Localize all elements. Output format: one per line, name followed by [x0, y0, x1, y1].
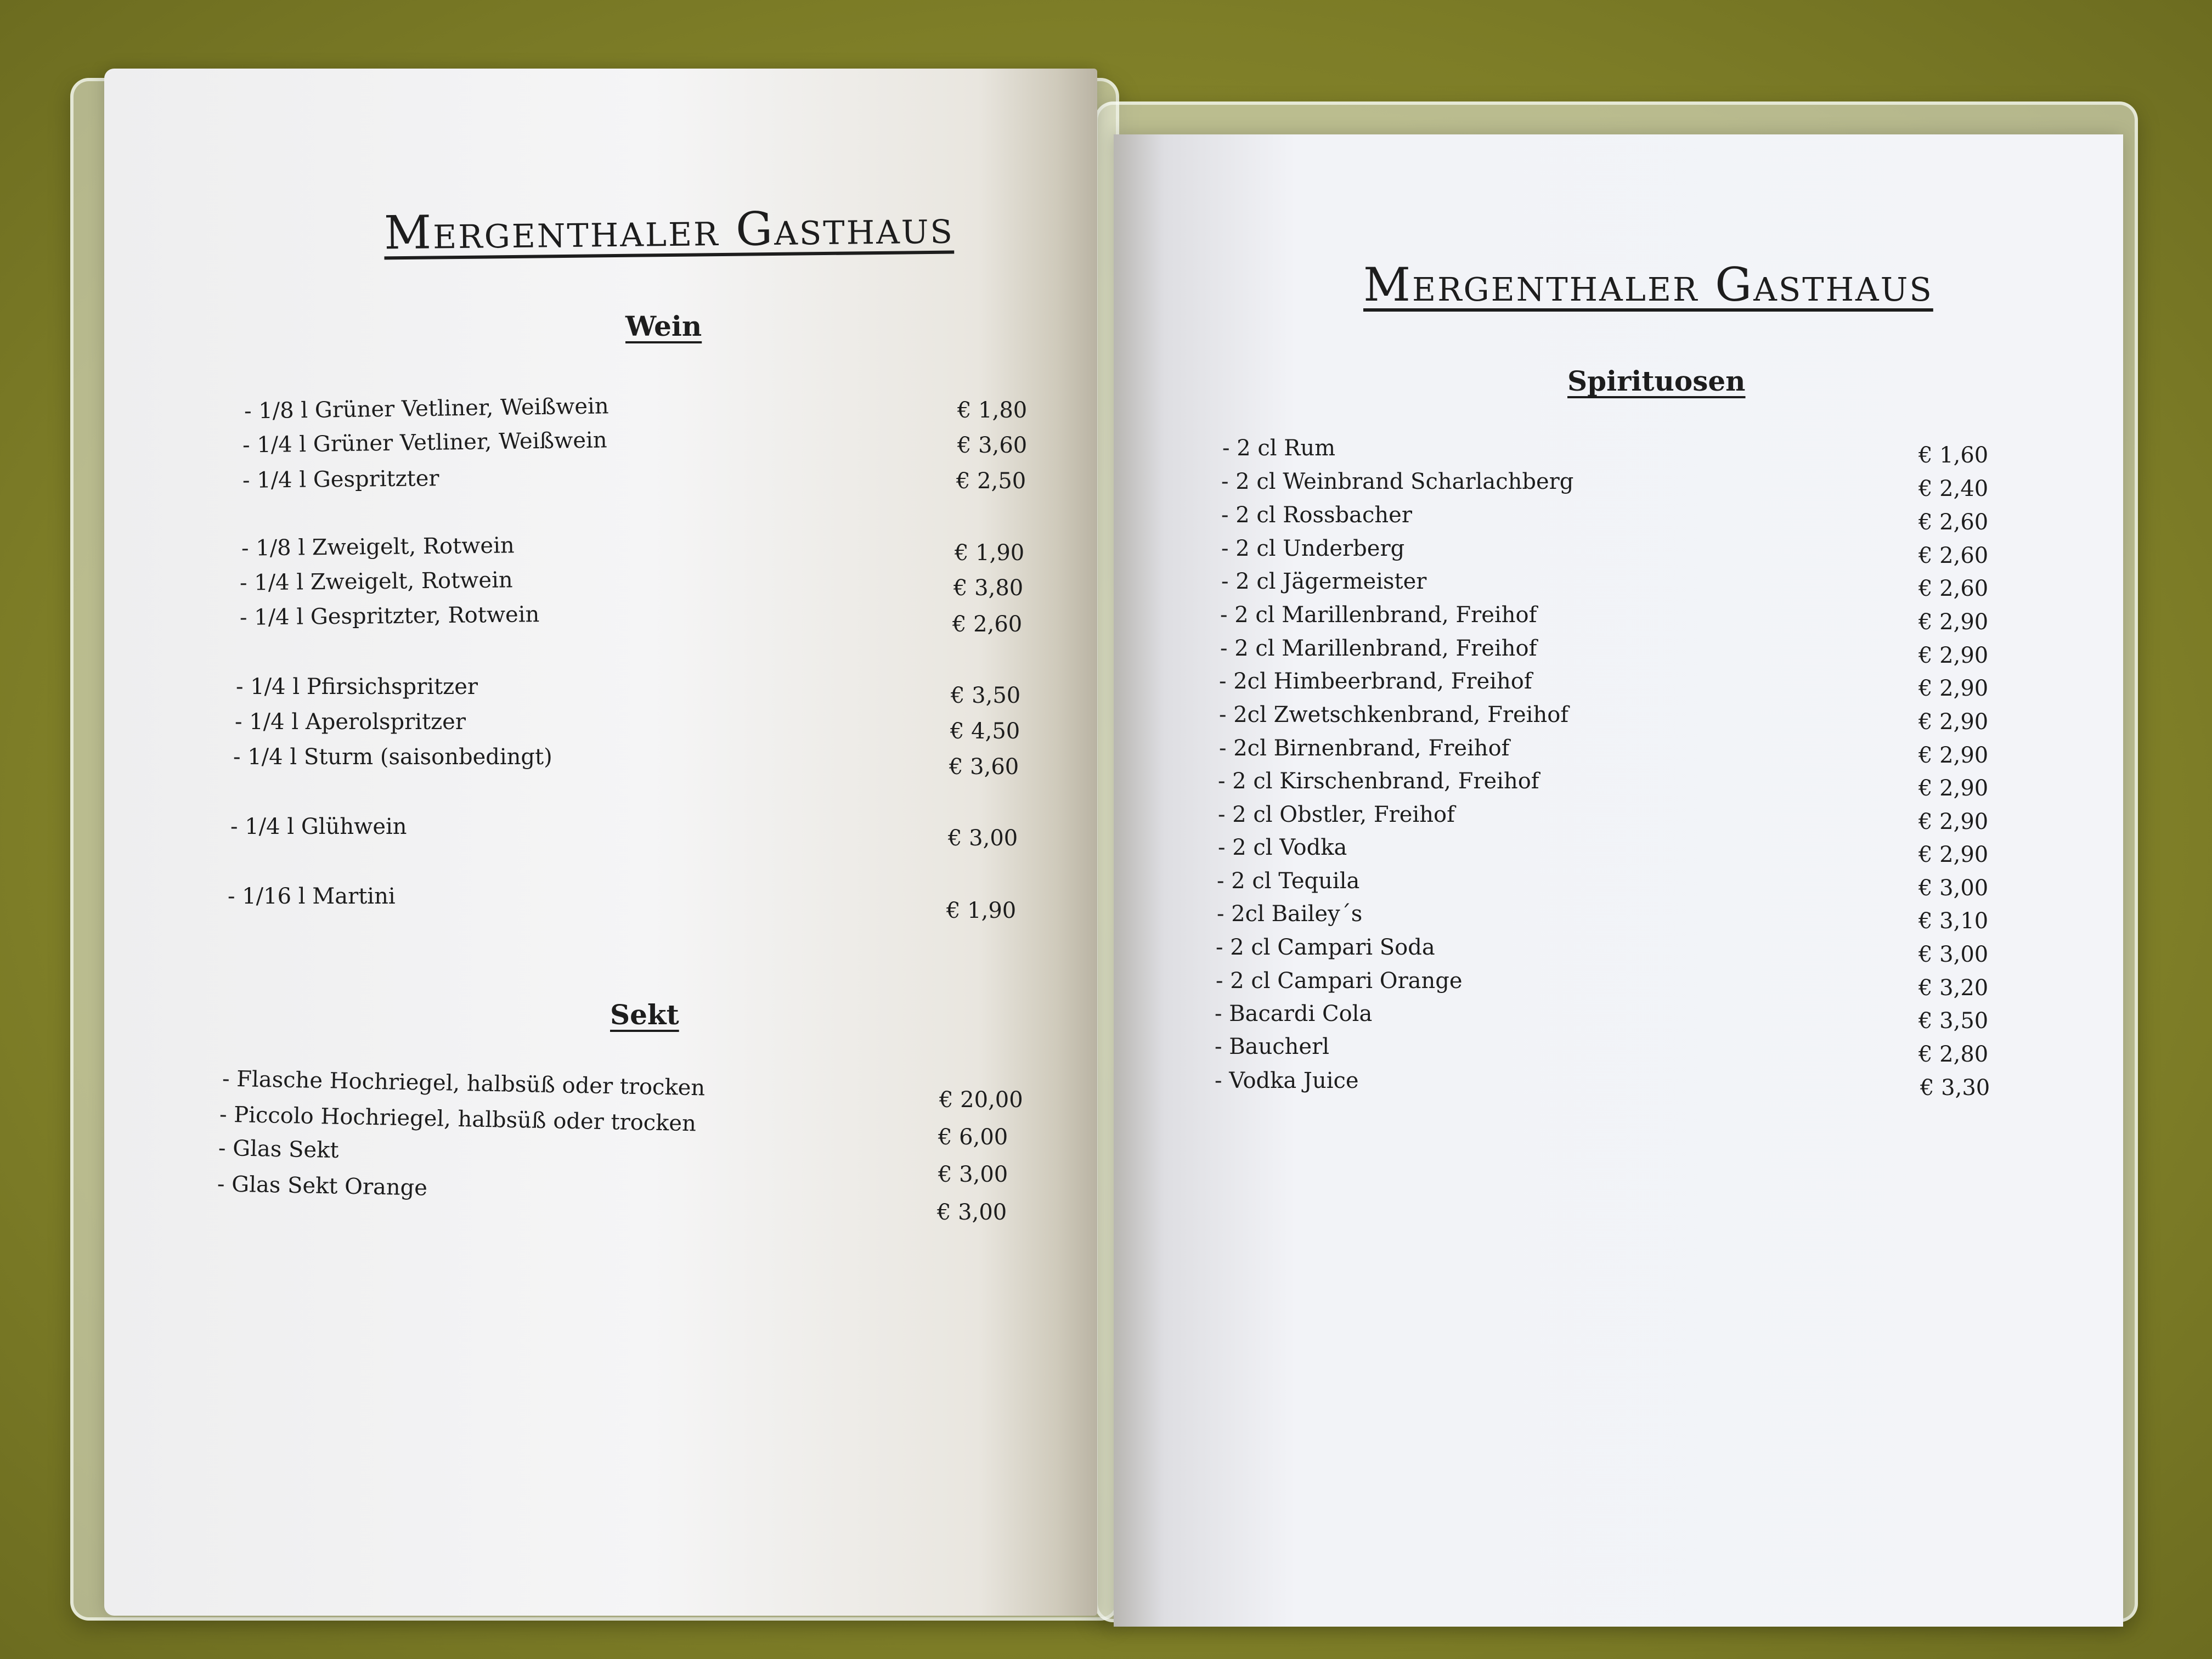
menu-item-name: - 2 cl Kirschenbrand, Freihof — [1218, 769, 1539, 794]
menu-item-price: € 1,90 — [955, 540, 1025, 566]
menu-item-price: € 2,80 — [1918, 1042, 1989, 1067]
menu-item-name: - 2 cl Rum — [1222, 436, 1336, 461]
left-page-title: Mergenthaler Gasthaus — [383, 200, 955, 260]
menu-item-name: - Glas Sekt — [218, 1135, 339, 1164]
menu-item-name: - 1/4 l Gespritzter — [242, 466, 439, 493]
menu-item-price: € 1,80 — [957, 398, 1028, 423]
menu-item-price: € 1,60 — [1918, 443, 1989, 468]
menu-item-name: - 2 cl Tequila — [1217, 868, 1360, 894]
menu-item-price: € 3,50 — [951, 683, 1021, 708]
menu-item-name: - 1/4 l Zweigelt, Rotwein — [239, 567, 513, 596]
menu-item-price: € 3,00 — [938, 1162, 1008, 1187]
menu-item-price: € 2,90 — [1918, 743, 1989, 768]
menu-item-name: - 1/4 l Glühwein — [230, 814, 407, 839]
menu-item-name: - 1/8 l Grüner Vetliner, Weißwein — [244, 393, 609, 424]
menu-item-name: - 1/4 l Pfirsichspritzer — [236, 674, 478, 699]
menu-item-name: - 2cl Birnenbrand, Freihof — [1219, 736, 1510, 761]
menu-item-price: € 2,60 — [1918, 576, 1989, 601]
menu-item-name: - Glas Sekt Orange — [217, 1171, 428, 1201]
menu-item-price: € 2,90 — [1918, 643, 1989, 668]
menu-item-name: - Vodka Juice — [1215, 1068, 1359, 1093]
menu-item-name: - 1/4 l Sturm (saisonbedingt) — [233, 744, 552, 770]
menu-item-name: - 2 cl Campari Soda — [1216, 935, 1435, 960]
menu-item-name: - 2 cl Rossbacher — [1221, 503, 1412, 528]
menu-item-name: - Flasche Hochriegel, halbsüß oder trocken — [222, 1066, 706, 1101]
menu-item-name: - 2 cl Campari Orange — [1216, 968, 1463, 994]
menu-item-price: € 6,00 — [938, 1125, 1008, 1150]
section-heading-spirituosen: Spirituosen — [1567, 365, 1746, 397]
menu-item-name: - 2 cl Vodka — [1218, 835, 1347, 860]
menu-item-name: - 2 cl Marillenbrand, Freihof — [1220, 636, 1537, 661]
menu-item-name: - Baucherl — [1215, 1034, 1329, 1059]
menu-item-name: - 2cl Himbeerbrand, Freihof — [1219, 669, 1532, 694]
menu-item-name: - 1/4 l Grüner Vetliner, Weißwein — [242, 427, 607, 458]
menu-item-price: € 3,00 — [1918, 942, 1989, 967]
menu-item-price: € 3,60 — [957, 433, 1028, 458]
menu-item-name: - 2 cl Underberg — [1221, 536, 1405, 561]
menu-item-price: € 2,90 — [1918, 610, 1989, 635]
menu-item-price: € 2,90 — [1918, 842, 1989, 867]
menu-item-price: € 3,00 — [948, 826, 1018, 851]
menu-item-name: - 1/4 l Gespritzter, Rotwein — [239, 602, 540, 630]
menu-item-price: € 1,90 — [946, 898, 1017, 923]
menu-item-name: - 2cl Bailey´s — [1217, 901, 1363, 927]
menu-item-price: € 3,60 — [949, 754, 1019, 780]
menu-item-price: € 3,20 — [1918, 975, 1989, 1001]
menu-item-price: € 3,10 — [1918, 909, 1989, 934]
menu-item-price: € 2,90 — [1918, 676, 1989, 701]
menu-item-name: - 1/4 l Aperolspritzer — [235, 709, 466, 735]
menu-item-name: - 2 cl Weinbrand Scharlachberg — [1221, 469, 1574, 494]
menu-item-price: € 3,80 — [953, 575, 1024, 601]
menu-item-price: € 2,40 — [1918, 476, 1989, 501]
section-heading-sekt: Sekt — [610, 998, 679, 1031]
menu-item-price: € 3,50 — [1918, 1008, 1989, 1034]
section-heading-wein: Wein — [625, 310, 702, 342]
menu-item-price: € 20,00 — [939, 1087, 1023, 1113]
menu-item-price: € 2,90 — [1918, 776, 1989, 801]
menu-item-name: - 1/16 l Martini — [228, 884, 396, 909]
menu-item-price: € 3,00 — [937, 1200, 1007, 1225]
menu-item-price: € 2,90 — [1918, 709, 1989, 735]
menu-item-price: € 2,60 — [952, 612, 1023, 637]
menu-item-name: - Piccolo Hochriegel, halbsüß oder trocken — [219, 1102, 697, 1137]
right-page-title: Mergenthaler Gasthaus — [1363, 258, 1933, 312]
menu-item-price: € 3,00 — [1918, 876, 1989, 901]
menu-item-price: € 2,60 — [1918, 510, 1989, 535]
menu-item-price: € 2,90 — [1918, 809, 1989, 834]
menu-item-name: - 1/8 l Zweigelt, Rotwein — [241, 533, 515, 561]
menu-item-name: - 2 cl Marillenbrand, Freihof — [1220, 602, 1537, 628]
menu-item-name: - 2 cl Jägermeister — [1221, 569, 1427, 594]
menu-item-price: € 2,50 — [956, 469, 1026, 494]
menu-item-price: € 4,50 — [950, 719, 1020, 744]
menu-item-price: € 2,60 — [1918, 543, 1989, 568]
menu-item-name: - 2 cl Obstler, Freihof — [1218, 802, 1455, 827]
menu-item-name: - Bacardi Cola — [1215, 1001, 1373, 1026]
menu-item-price: € 3,30 — [1920, 1075, 1990, 1101]
menu-item-name: - 2cl Zwetschkenbrand, Freihof — [1219, 702, 1569, 727]
